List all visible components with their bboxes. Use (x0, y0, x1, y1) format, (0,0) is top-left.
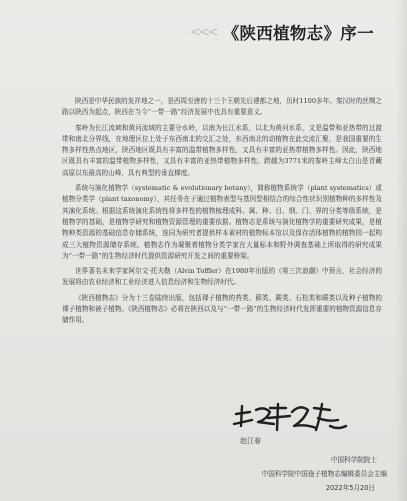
paragraph: 陕西是中华民族的发祥地之一，是西周至唐的十三个王朝先后建都之地，历时1100多年。秦汉时的丝绸之路以陕西为起点，陕西在当今“一带一路”经济发展中也具有重要意义。 (62, 97, 382, 117)
title-decoration: <<< (190, 24, 217, 40)
handwritten-signature (230, 400, 350, 436)
signature-date: 2022年5月20日 (325, 484, 375, 492)
paragraph: 系统与演化植物学（systematic & evolutionary botany），简称植物系统学（plant systematics）或植物分类学（plant taxonomy），其任务在于通过植物表型与基因型相结合的综合性状识别植物种的多样性及其演化系统。根据这系统演化系统性将多样性的植物梳理成科、属、种、目、纲、门、界的分类等级系统，是植物学的基础，是植物学研究和植物资源管理的重要依据。植物志是系统与演化植物学的重要研究成果，是植物种类资源的基础信息存储系统，连同为研究者提供样本素材的植物标本馆以及保存活体植物的植物园一起构成三大植物资源储存系统。植物志作为凝聚着植物分类学家在大量标本和野外调查基础上所取得的研究成果为“一带一路”的生物经济时代提供资源研究开发之间的重要桥梁。 (62, 184, 382, 260)
page-gutter-shadow (395, 0, 407, 501)
preface-body (62, 96, 382, 331)
signature-organization: 中国科学院中国孢子植物志编辑委员会主编 (261, 470, 387, 478)
paragraph: 《陕西植物志》分为十三卷陆续出版，包括裸子植物的苔类、藓类、蕨类、石松类和蕨类以及种子植物的裸子植物和被子植物。《陕西植物志》必将在陕西以及与“一带一路”的生物经济时代发挥重要的植物资源信息存储作用。 (62, 293, 382, 325)
signature-name: 赵江春 (240, 437, 261, 445)
signature-area (230, 400, 380, 440)
paragraph: 世界著名未来学家阿尔文·托夫勒（Alvin Toffler）在1980年出版的《第三次浪潮》中预言，社会经济的发展将由农业经济和工业经济进入信息经济和生物经济时代。 (62, 267, 382, 287)
signature-title: 中国科学院院士 (330, 456, 377, 464)
paragraph: 秦岭为长江流域和黄河流域的主要分水岭，以南为长江水系，以北为黄河水系，又是温带和亚热带的过渡带和南北分界线，在地理区位上处于东西南北的交汇之处，东西南北的动植物在此交流汇聚，是我国重要的生物多样性热点地区，陕西地区既具有丰富的温带植物多样性，又具有丰富的亚热带植物多样性。因此，陕西地区既具有丰富的温带植物多样性，又具有丰富的亚热带植物多样性。跨越为3771米的秦岭主峰太白山是青藏高原以东最高的山峰，具有典型的垂直梯度。 (62, 123, 382, 177)
title-row (190, 20, 374, 44)
page-title: 《陕西植物志》序一 (222, 24, 374, 43)
